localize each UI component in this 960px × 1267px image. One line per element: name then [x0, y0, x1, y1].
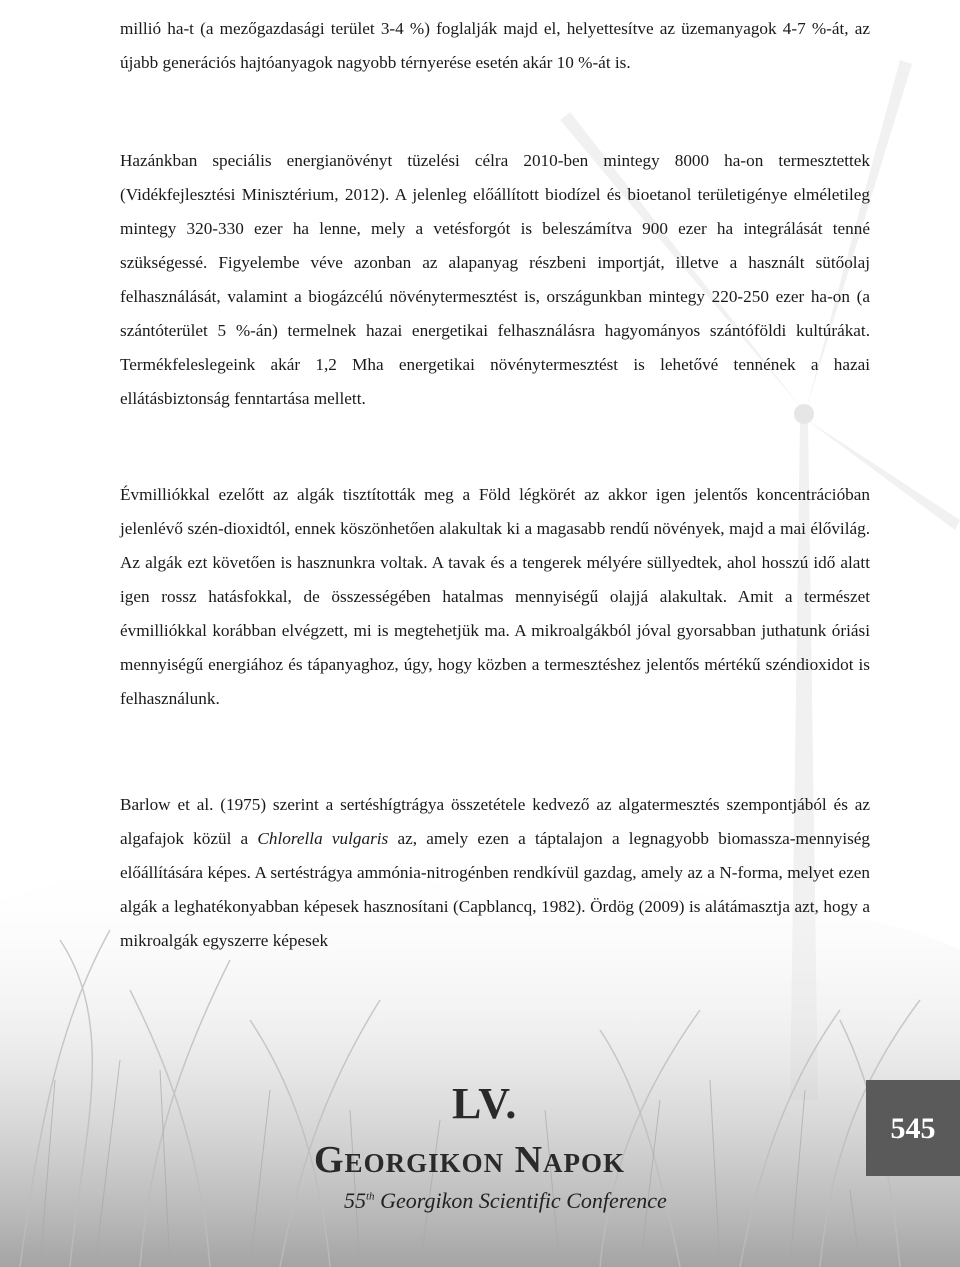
- paragraph-4-start: Barlow et al. (1975) szerint a sertéshígtrágya összetétele kedvező az algatermesztés szempontjából és az algafajok közül a: [120, 795, 870, 848]
- conference-name: Georgikon Napok: [314, 1139, 626, 1181]
- paragraph-4: [120, 788, 870, 958]
- paragraph-4-end: az, amely ezen a táptalajon a legnagyobb biomassza-mennyiség előállítására képes. A sertéstrágya ammónia-nitrogénben rendkívül gazdag, amely az a N-forma, melyet ezen algák a leghatékonyabban képesek hasznosítani (Capblancq, 1982). Ördög (2009) is alátámasztja azt, hogy a mikroalgák egyszerre képesek: [120, 829, 871, 950]
- page-number: 545: [890, 1112, 936, 1145]
- edition-number: 55: [344, 1188, 366, 1213]
- paragraph-3: Évmilliókkal ezelőtt az algák tisztították meg a Föld légkörét az akkor igen jelentős koncentrációban jelenlévő szén-dioxidtól, ennek köszönhetően alakultak ki a magasabb rendű növények, majd a mai élővilág. Az algák ezt követően is hasznunkra voltak. A tavak és a tengerek mélyére süllyedtek, ahol hosszú idő alatt igen rossz hatásfokkal, de összességében hatalmas mennyiségű olajjá alakultak. Amit a természet évmilliókkal korábban elvégzett, mi is megtehetjük ma. A mikroalgákból jóval gyorsabban juthatunk óriási mennyiségű energiához és tápanyaghoz, úgy, hogy közben a termesztéshez jelentős mértékű széndioxidot is felhasználunk.: [120, 485, 870, 708]
- conference-subtitle: [344, 1188, 667, 1214]
- subtitle-text: Georgikon Scientific Conference: [374, 1188, 667, 1213]
- conference-footer: [0, 1080, 960, 1267]
- conference-number: LV.: [452, 1079, 518, 1128]
- body-text: [120, 12, 870, 1022]
- species-name: Chlorella vulgaris: [257, 829, 389, 848]
- paragraph-1: millió ha-t (a mezőgazdasági terület 3-4 %) foglalják majd el, helyettesítve az üzemanyagok 4-7 %-át, az újabb generációs hajtóanyagok nagyobb térnyerése esetén akár 10 %-át is.: [120, 19, 870, 72]
- page-number-box: [866, 1080, 960, 1176]
- paragraph-2: Hazánkban speciális energianövényt tüzelési célra 2010-ben mintegy 8000 ha-on termesztettek (Vidékfejlesztési Minisztérium, 2012). A jelenleg előállított biodízel és bioetanol területigénye elméletileg mintegy 320-330 ezer ha lenne, mely a vetésforgót is beleszámítva 900 ezer ha integrálását tenné szükségessé. Figyelembe véve azonban az alapanyag részbeni importját, illetve a használt sütőolaj felhasználását, valamint a biogázcélú növénytermesztést is, országunkban mintegy 220-250 ezer ha-on (a szántóterület 5 %-án) termelnek hazai energetikai felhasználásra hagyományos szántóföldi kultúrákat. Termékfeleslegeink akár 1,2 Mha energetikai növénytermesztést is lehetővé tennének a hazai ellátásbiztonság fenntartása mellett.: [120, 151, 870, 408]
- edition-suffix: th: [366, 1190, 375, 1203]
